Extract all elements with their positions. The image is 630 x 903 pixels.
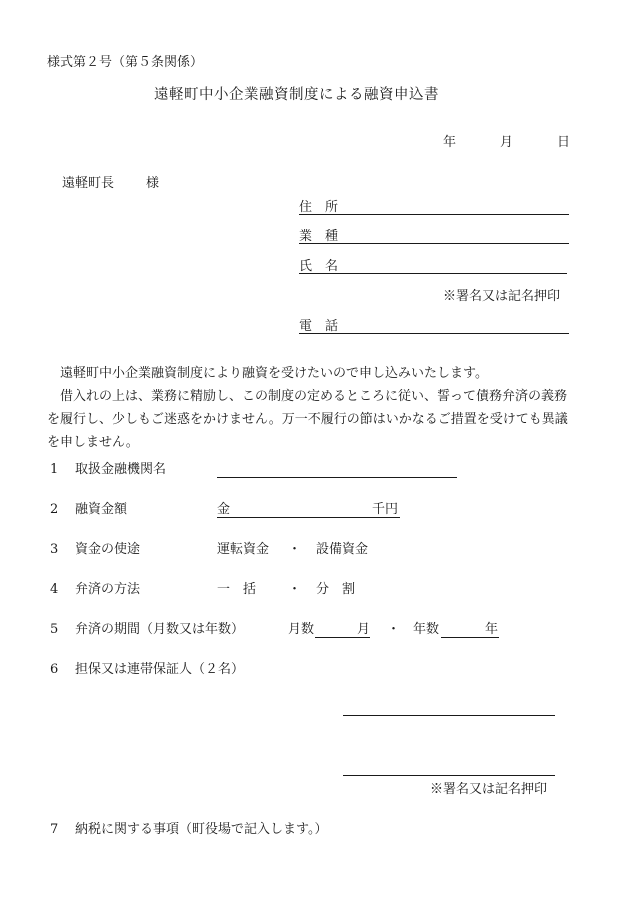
repayment-separator: ・ [288,582,302,597]
item-3-number: 3 [50,542,59,557]
months-field-line[interactable] [315,637,370,638]
statement-paragraph [47,362,577,454]
item-1-number: 1 [50,462,59,477]
months-label: 月数 [288,622,315,637]
years-unit: 年 [485,622,499,637]
item-7-label: 納税に関する事項（町役場で記入します。） [75,822,328,837]
repayment-option-lump-sum[interactable]: 一 括 [217,582,257,597]
form-number: 様式第２号（第５条関係） [47,55,204,70]
item-4-label: 弁済の方法 [75,582,141,597]
statement-line-1: 遠軽町中小企業融資制度により融資を受けたいので申し込みいたします。 [60,366,488,381]
years-label: 年数 [413,622,440,637]
item-6-number: 6 [50,662,59,677]
financial-institution-field-line[interactable] [217,477,457,478]
guarantor-2-field-line[interactable] [343,775,555,776]
loan-amount-prefix: 金 [217,502,231,517]
page-title: 遠軽町中小企業融資制度による融資申込書 [154,87,439,103]
fund-use-option-equipment[interactable]: 設備資金 [316,542,369,557]
addressee-honorific: 様 [146,176,160,191]
item-1-label: 取扱金融機関名 [75,462,167,477]
seal-note: ※署名又は記名押印 [443,289,561,304]
addressee-name: 遠軽町長 [62,176,115,191]
item-7-number: 7 [50,822,59,837]
guarantor-seal-note: ※署名又は記名押印 [430,782,548,797]
item-2-label: 融資金額 [75,502,128,517]
loan-amount-unit: 千円 [372,502,399,517]
item-5-label: 弁済の期間（月数又は年数） [75,622,245,637]
fund-use-separator: ・ [288,542,302,557]
guarantor-1-field-line[interactable] [343,715,555,716]
applicant-name-field-line[interactable] [299,273,567,274]
item-3-label: 資金の使途 [75,542,141,557]
phone-label: 電 話 [299,319,339,334]
loan-amount-field-line[interactable] [217,517,400,518]
business-type-field-line[interactable] [299,243,569,244]
date-year-label: 年 [443,135,457,150]
phone-field-line[interactable] [299,333,569,334]
repayment-option-installment[interactable]: 分 割 [316,582,356,597]
statement-line-2: 借入れの上は、業務に精励し、この制度の定めるところに従い、誓って債務弁済の義務を履行し、少しもご迷惑をかけません。万一不履行の節はいかなるご措置を受けても異議を申しません。 [47,389,568,450]
date-month-label: 月 [500,135,514,150]
address-label: 住 所 [299,200,339,215]
item-5-number: 5 [50,622,59,637]
item-4-number: 4 [50,582,59,597]
item-6-label: 担保又は連帯保証人（２名） [75,662,245,677]
business-type-label: 業 種 [299,229,339,244]
period-separator: ・ [387,622,401,637]
years-field-line[interactable] [441,637,499,638]
applicant-name-label: 氏 名 [299,259,339,274]
date-day-label: 日 [557,135,571,150]
address-field-line[interactable] [299,214,569,215]
item-2-number: 2 [50,502,59,517]
months-unit: 月 [357,622,371,637]
fund-use-option-operating[interactable]: 運転資金 [217,542,270,557]
